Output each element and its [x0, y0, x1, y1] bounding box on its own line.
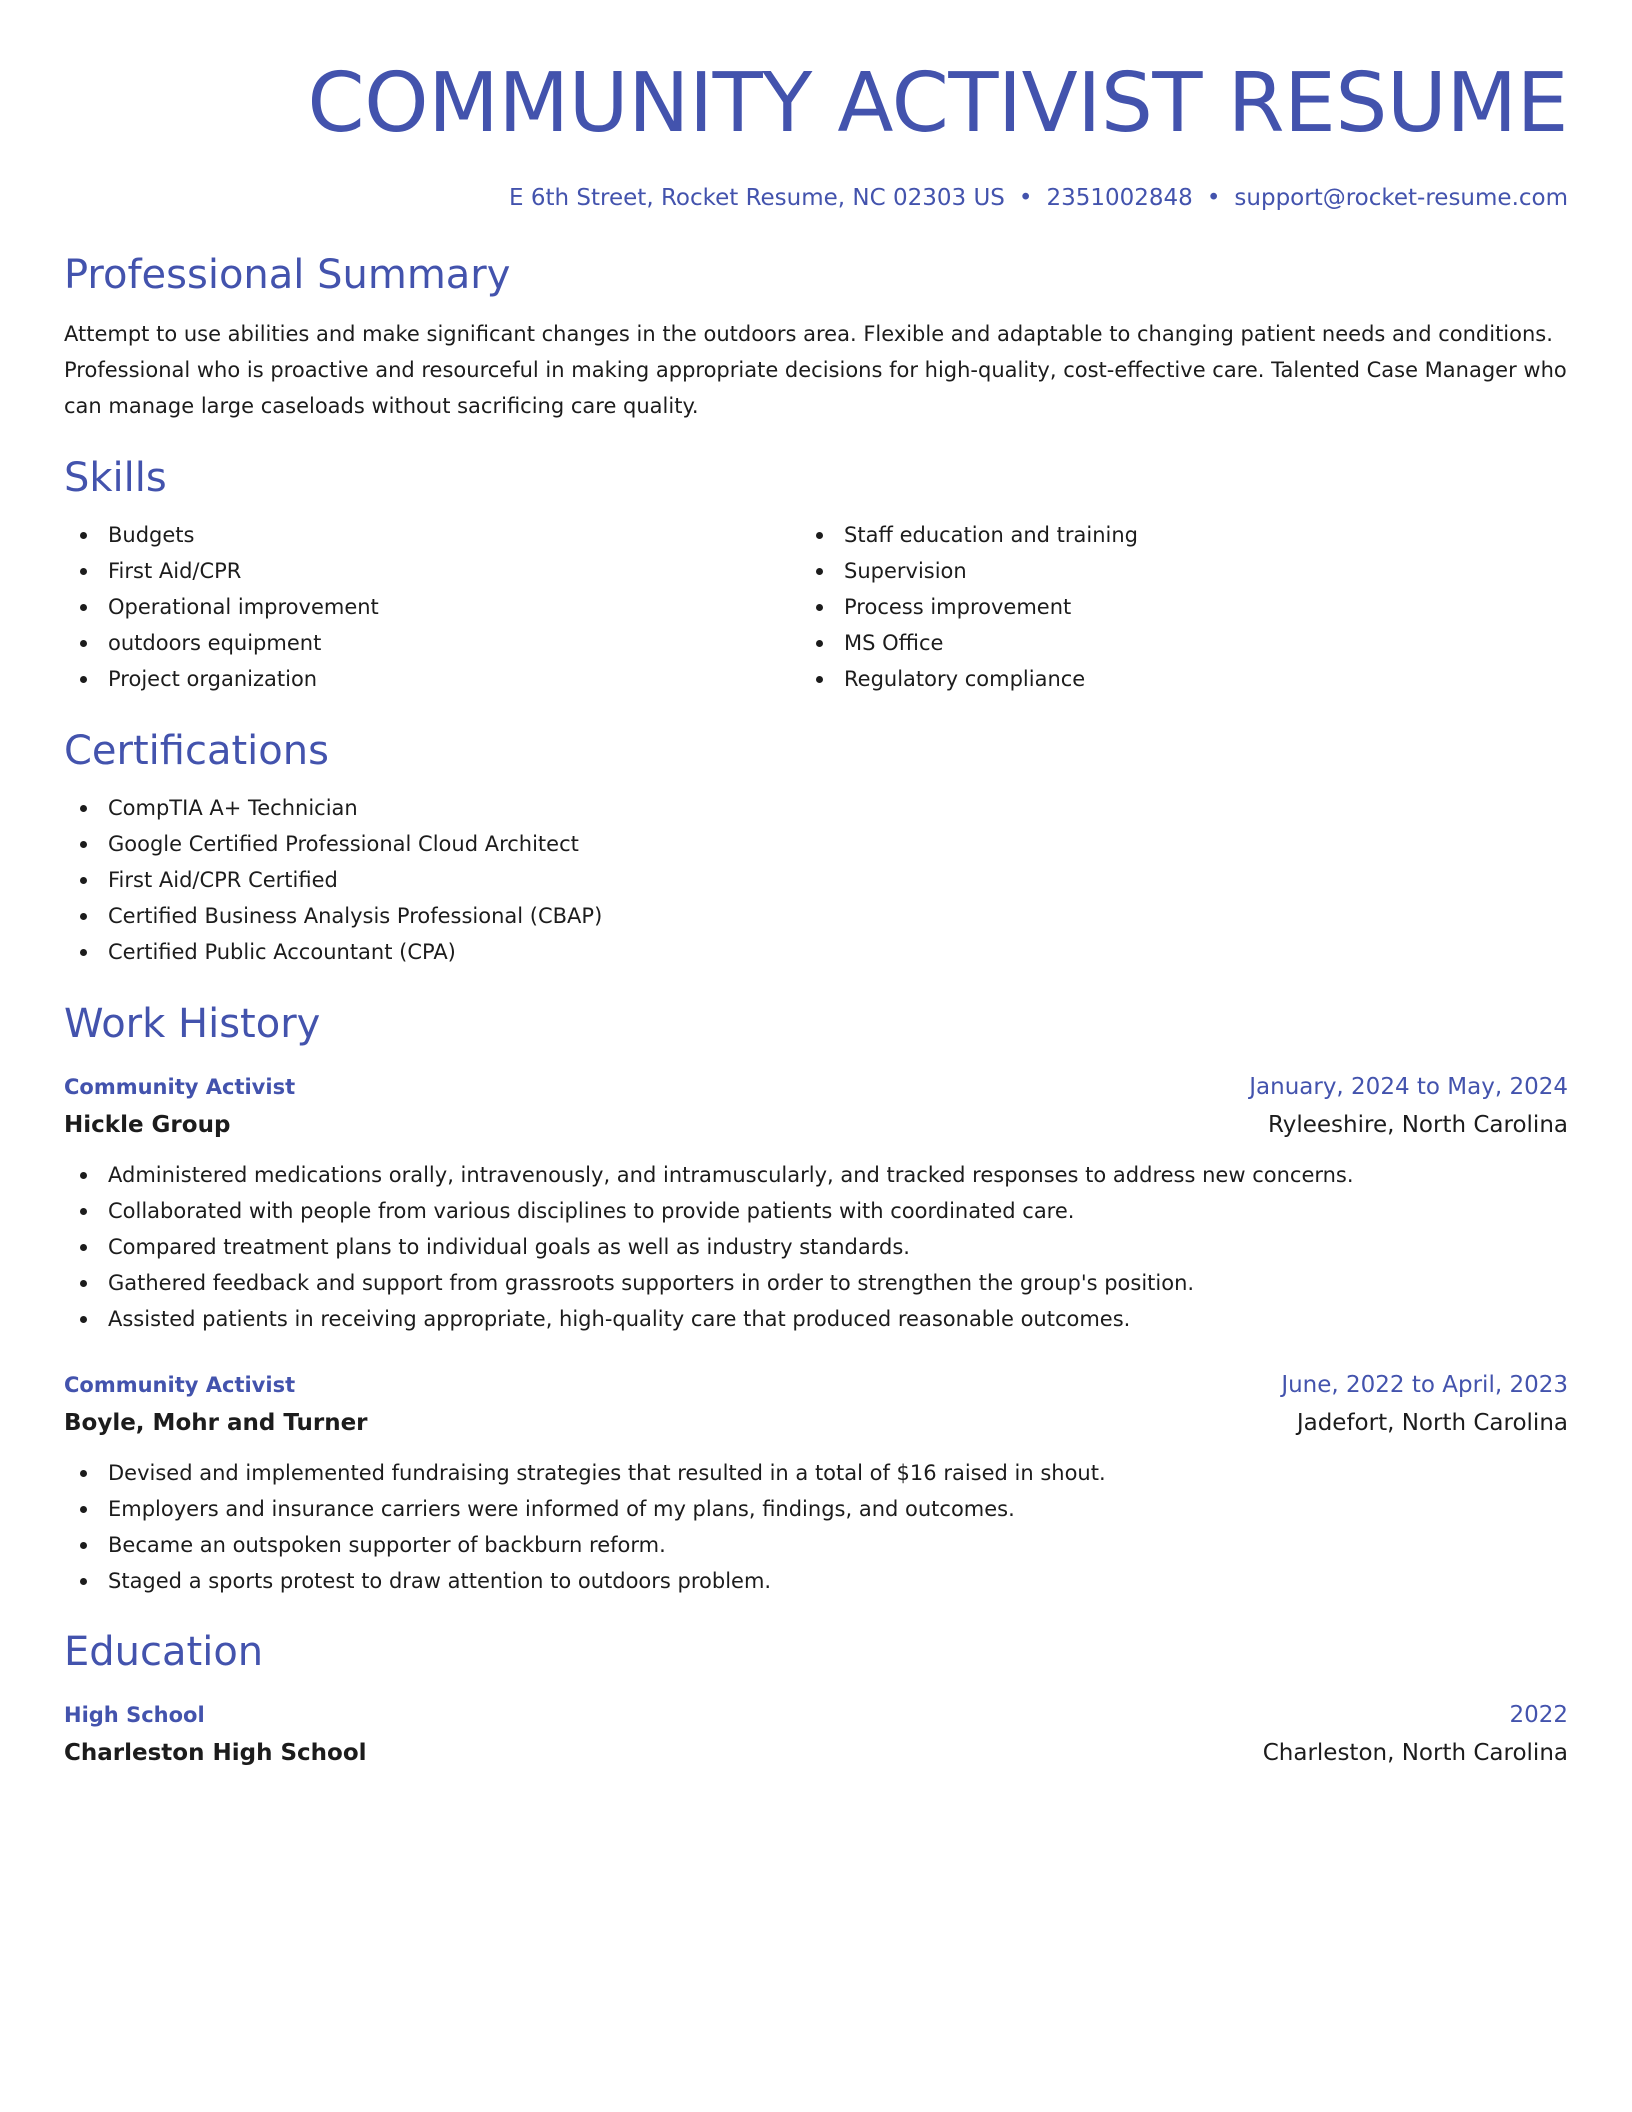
job-bullet: Devised and implemented fundraising strategies that resulted in a total of $16 raised in shout.: [64, 1455, 1568, 1491]
job-bullets: [64, 1455, 1568, 1599]
job-location: Jadefort, North Carolina: [1296, 1410, 1568, 1436]
job-bullet: Staged a sports protest to draw attention to outdoors problem.: [64, 1563, 1568, 1599]
skill-item: Project organization: [64, 661, 800, 697]
skill-item: Regulatory compliance: [800, 661, 1536, 697]
education-header-row: [64, 1697, 1568, 1733]
resume-header: [64, 56, 1568, 215]
job-bullet: Collaborated with people from various disciplines to provide patients with coordinated care.: [64, 1193, 1568, 1229]
job-entry: [64, 1069, 1568, 1337]
job-header-row: [64, 1367, 1568, 1403]
skill-item: Budgets: [64, 517, 800, 553]
contact-line: [64, 181, 1568, 215]
skill-item: Operational improvement: [64, 589, 800, 625]
certification-item: Certified Business Analysis Professional (CBAP): [64, 898, 1568, 934]
certification-item: Google Certified Professional Cloud Architect: [64, 826, 1568, 862]
skill-item: Supervision: [800, 553, 1536, 589]
education-location: Charleston, North Carolina: [1262, 1740, 1568, 1766]
skill-item: Staff education and training: [800, 517, 1536, 553]
contact-separator: •: [1018, 185, 1033, 211]
skill-item: MS Office: [800, 625, 1536, 661]
skill-item: outdoors equipment: [64, 625, 800, 661]
contact-address: E 6th Street, Rocket Resume, NC 02303 US: [509, 185, 1005, 211]
job-bullet: Became an outspoken supporter of backburn reform.: [64, 1527, 1568, 1563]
job-bullet: Assisted patients in receiving appropriate, high-quality care that produced reasonable outcomes.: [64, 1301, 1568, 1337]
job-company-row: [64, 1105, 1568, 1145]
job-company: Hickle Group: [64, 1112, 231, 1138]
skills-grid: [64, 517, 1568, 697]
job-bullet: Compared treatment plans to individual goals as well as industry standards.: [64, 1229, 1568, 1265]
job-dates: June, 2022 to April, 2023: [1281, 1372, 1568, 1398]
certification-item: CompTIA A+ Technician: [64, 790, 1568, 826]
job-company: Boyle, Mohr and Turner: [64, 1410, 368, 1436]
job-entry: [64, 1367, 1568, 1599]
education-school: Charleston High School: [64, 1740, 367, 1766]
certifications-list: [64, 790, 1568, 970]
job-bullet: Employers and insurance carriers were informed of my plans, findings, and outcomes.: [64, 1491, 1568, 1527]
job-role: Community Activist: [64, 1075, 296, 1099]
summary-heading: Professional Summary: [64, 252, 511, 298]
contact-phone: 2351002848: [1046, 185, 1193, 211]
skill-item: Process improvement: [800, 589, 1536, 625]
education-school-row: [64, 1733, 1568, 1773]
certifications-heading: Certifications: [64, 728, 329, 774]
job-bullets: [64, 1157, 1568, 1337]
summary-text: Attempt to use abilities and make significant changes in the outdoors area. Flexible and adaptable to changing patient needs and conditions. Professional who is proactive and resourceful in making appropriate decisions for high-quality, cost-effective care. Talented Case Manager who can manage large caseloads without sacrificing care quality.: [64, 322, 1567, 418]
work-history-heading: Work History: [64, 1001, 321, 1047]
job-company-row: [64, 1403, 1568, 1443]
contact-separator: •: [1206, 185, 1221, 211]
job-location: Ryleeshire, North Carolina: [1268, 1112, 1568, 1138]
skills-heading: Skills: [64, 455, 167, 501]
education-entry: [64, 1697, 1568, 1773]
job-dates: January, 2024 to May, 2024: [1249, 1074, 1568, 1100]
job-bullet: Gathered feedback and support from grassroots supporters in order to strengthen the group's position.: [64, 1265, 1568, 1301]
skill-item: First Aid/CPR: [64, 553, 800, 589]
job-bullet: Administered medications orally, intravenously, and intramuscularly, and tracked responses to address new concerns.: [64, 1157, 1568, 1193]
contact-email: support@rocket-resume.com: [1234, 185, 1568, 211]
certification-item: Certified Public Accountant (CPA): [64, 934, 1568, 970]
certification-item: First Aid/CPR Certified: [64, 862, 1568, 898]
job-role: Community Activist: [64, 1373, 296, 1397]
job-header-row: [64, 1069, 1568, 1105]
resume-title: COMMUNITY ACTIVIST RESUME: [307, 56, 1568, 151]
education-year: 2022: [1509, 1702, 1568, 1728]
education-heading: Education: [64, 1629, 264, 1675]
skills-column-right: [800, 517, 1536, 697]
skills-column-left: [64, 517, 800, 697]
education-degree: High School: [64, 1703, 205, 1727]
